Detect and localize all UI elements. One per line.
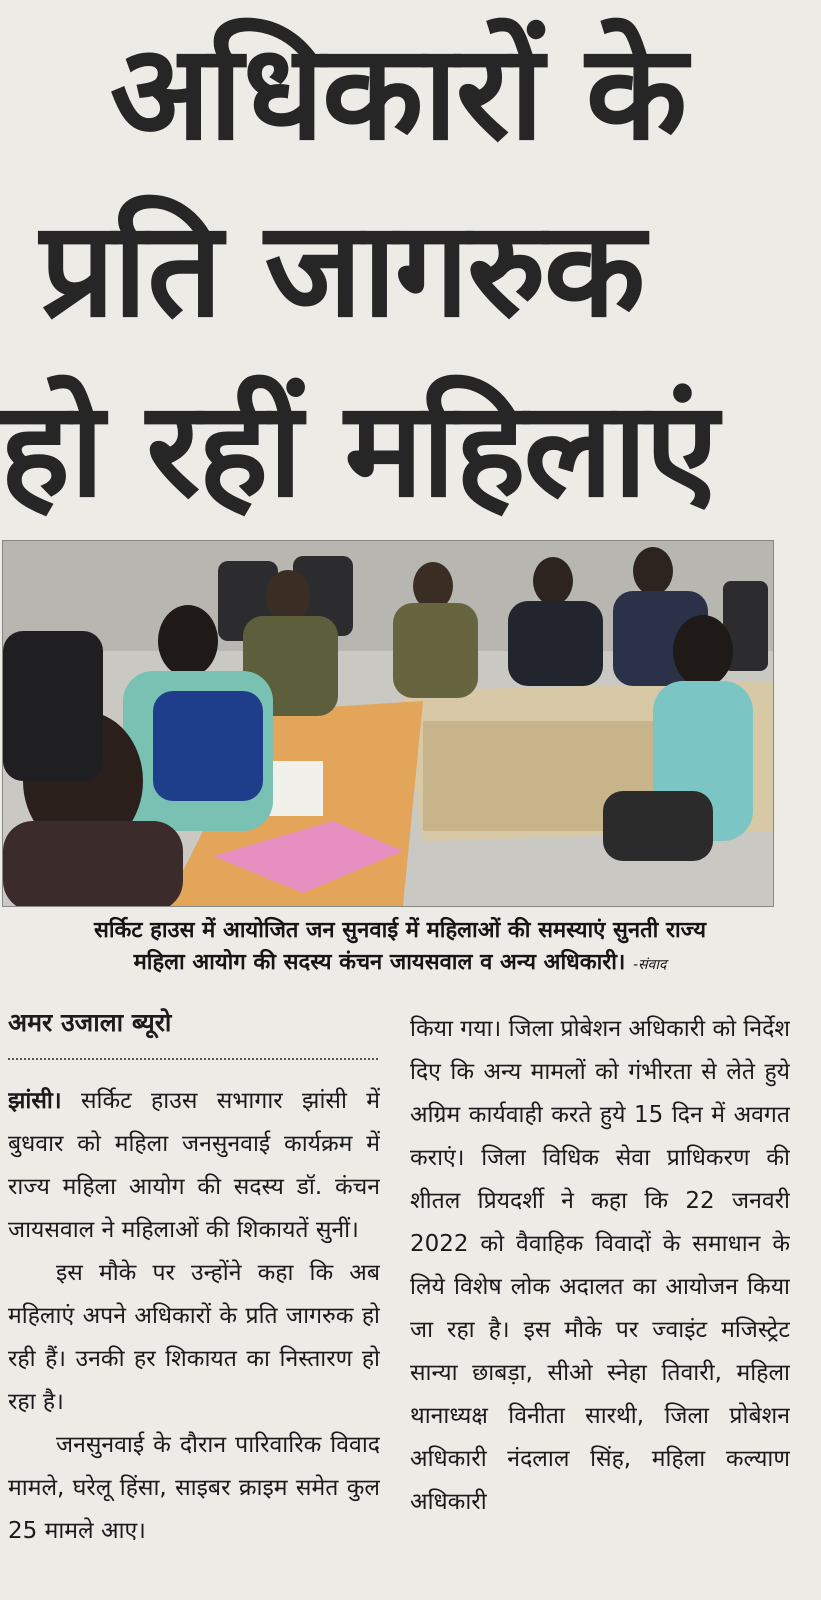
headline [0, 0, 795, 540]
caption-credit: -संवाद [633, 957, 667, 973]
article-column-right [410, 1008, 790, 1600]
headline-line-3: हो रहीं महिलाएं [0, 373, 717, 527]
byline-divider [8, 1058, 378, 1060]
dateline: झांसी। [8, 1088, 62, 1114]
photo-illustration [3, 541, 773, 906]
headline-line-2: प्रति जागरुक [40, 193, 644, 347]
caption-line-2: महिला आयोग की सदस्य कंचन जायसवाल व अन्य अधिकारी। [133, 950, 626, 975]
article-paragraph-continued: किया गया। जिला प्रोबेशन अधिकारी को निर्देश दिए कि अन्य मामलों को गंभीरता से लेते हुये अग्रिम कार्यवाही करते हुये 15 दिन में अवगत कराएं। जिला विधिक सेवा प्राधिकरण की शीतल प्रियदर्शी ने कहा कि 22 जनवरी 2022 को वैवाहिक विवादों के समाधान के लिये विशेष लोक अदालत का आयोजन किया जा रहा है। इस मौके पर ज्वाइंट मजिस्ट्रेट सान्या छाबड़ा, सीओ स्नेहा तिवारी, महिला थानाध्यक्ष विनीता सारथी, जिला प्रोबेशन अधिकारी नंदलाल सिंह, महिला कल्याण अधिकारी [410, 1016, 790, 1515]
news-photo [2, 540, 774, 907]
photo-caption [0, 915, 800, 985]
byline: अमर उजाला ब्यूरो [8, 1008, 172, 1037]
caption-line-1: सर्किट हाउस में आयोजित जन सुनवाई में महिलाओं की समस्याएं सुनती राज्य [93, 918, 707, 943]
article-paragraph-1 [8, 1080, 380, 1252]
headline-line-1: अधिकारों के [109, 16, 686, 170]
paragraph-1-text: सर्किट हाउस सभागार झांसी में बुधवार को महिला जनसुनवाई कार्यक्रम में राज्य महिला आयोग की सदस्य डॉ. कंचन जायसवाल ने महिलाओं की शिकायतें सुनीं। [8, 1088, 380, 1243]
article-paragraph-2: इस मौके पर उन्होंने कहा कि अब महिलाएं अपने अधिकारों के प्रति जागरुक हो रही हैं। उनकी हर शिकायत का निस्तारण हो रहा है। [8, 1260, 380, 1415]
article-column-left [8, 1080, 380, 1600]
article-paragraph-3: जनसुनवाई के दौरान पारिवारिक विवाद मामले, घरेलू हिंसा, साइबर क्राइम समेत कुल 25 मामले आए। [8, 1432, 380, 1544]
